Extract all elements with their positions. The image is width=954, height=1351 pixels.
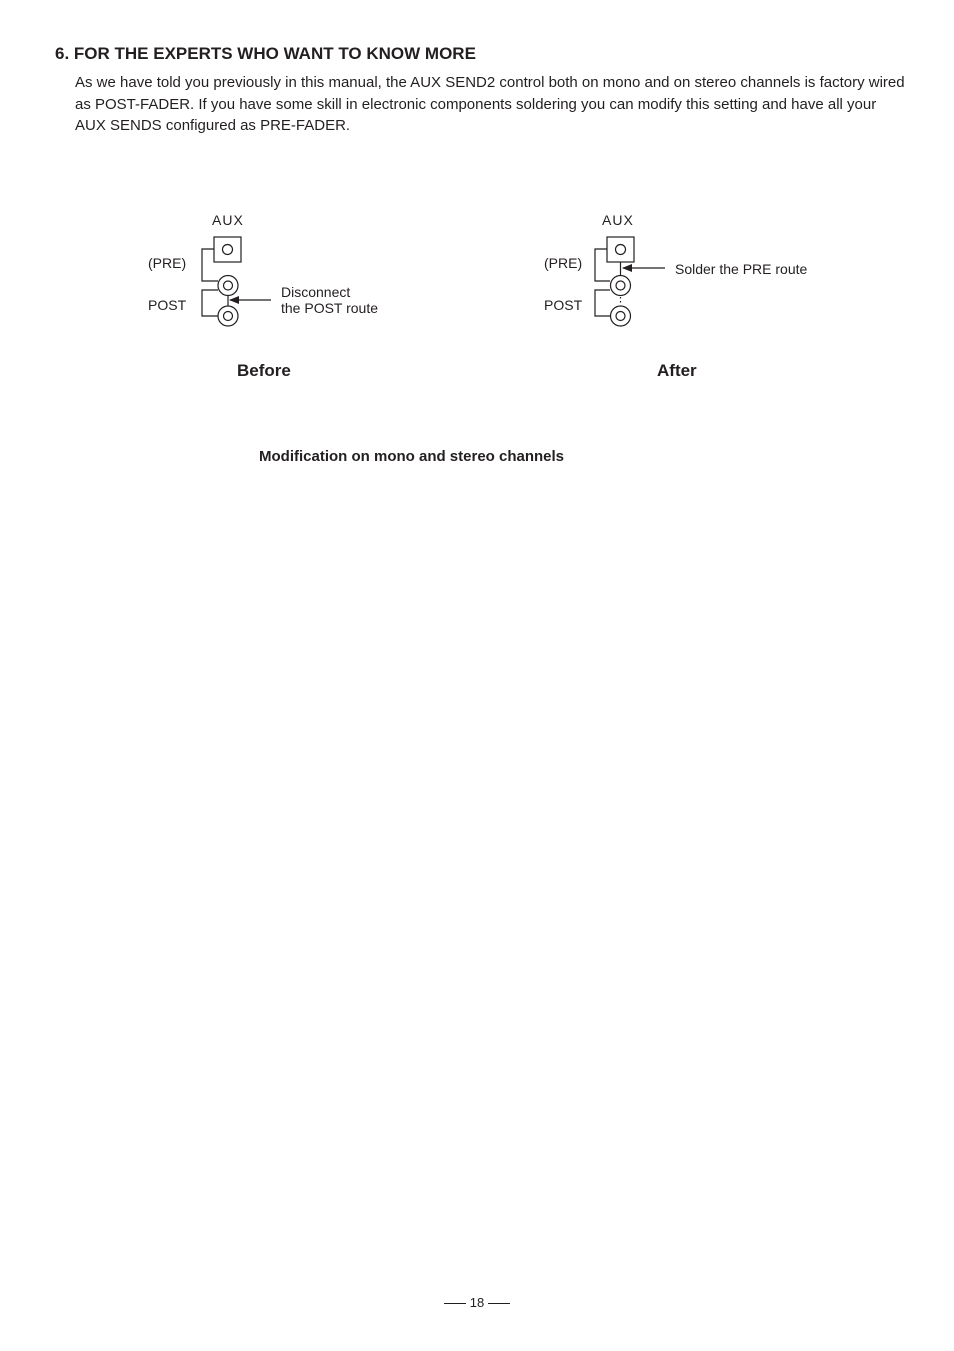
page-number: 18 bbox=[469, 1295, 485, 1310]
before-note-line1: Disconnect bbox=[281, 284, 351, 300]
after-pre-label: (PRE) bbox=[544, 255, 583, 271]
section-title: 6. FOR THE EXPERTS WHO WANT TO KNOW MORE bbox=[55, 44, 476, 63]
after-post-label: POST bbox=[544, 297, 583, 313]
after-note: Solder the PRE route bbox=[675, 261, 808, 277]
wiring-diagram bbox=[0, 0, 954, 400]
before-jumper-pad-top bbox=[218, 276, 238, 296]
after-jumper-pad-bottom bbox=[611, 306, 631, 326]
page-footer bbox=[0, 1295, 954, 1310]
after-aux-pad bbox=[607, 237, 634, 262]
after-post-bracket bbox=[595, 290, 610, 316]
after-aux-label: AUX bbox=[602, 212, 634, 228]
figure-caption: Modification on mono and stereo channels bbox=[259, 448, 565, 465]
after-jumper-pad-top bbox=[611, 276, 631, 296]
before-jumper-pad-bottom bbox=[218, 306, 238, 326]
footer-dash-left bbox=[444, 1303, 466, 1304]
before-post-label: POST bbox=[148, 297, 187, 313]
before-pre-label: (PRE) bbox=[148, 255, 187, 271]
before-note-line2: the POST route bbox=[281, 300, 379, 316]
after-diagram bbox=[595, 237, 665, 326]
after-caption: After bbox=[657, 361, 697, 380]
before-caption: Before bbox=[237, 361, 291, 380]
before-post-bracket bbox=[202, 290, 218, 316]
before-aux-pad bbox=[214, 237, 241, 262]
intro-paragraph: As we have told you previously in this manual, the AUX SEND2 control both on mono and on stereo channels is factory wired as POST-FADER. If you have some skill in electronic components soldering you can modify this setting and have all your AUX SENDS configured as PRE-FADER. bbox=[75, 74, 905, 134]
before-diagram bbox=[202, 237, 271, 326]
footer-dash-right bbox=[488, 1303, 510, 1304]
before-aux-label: AUX bbox=[212, 212, 244, 228]
